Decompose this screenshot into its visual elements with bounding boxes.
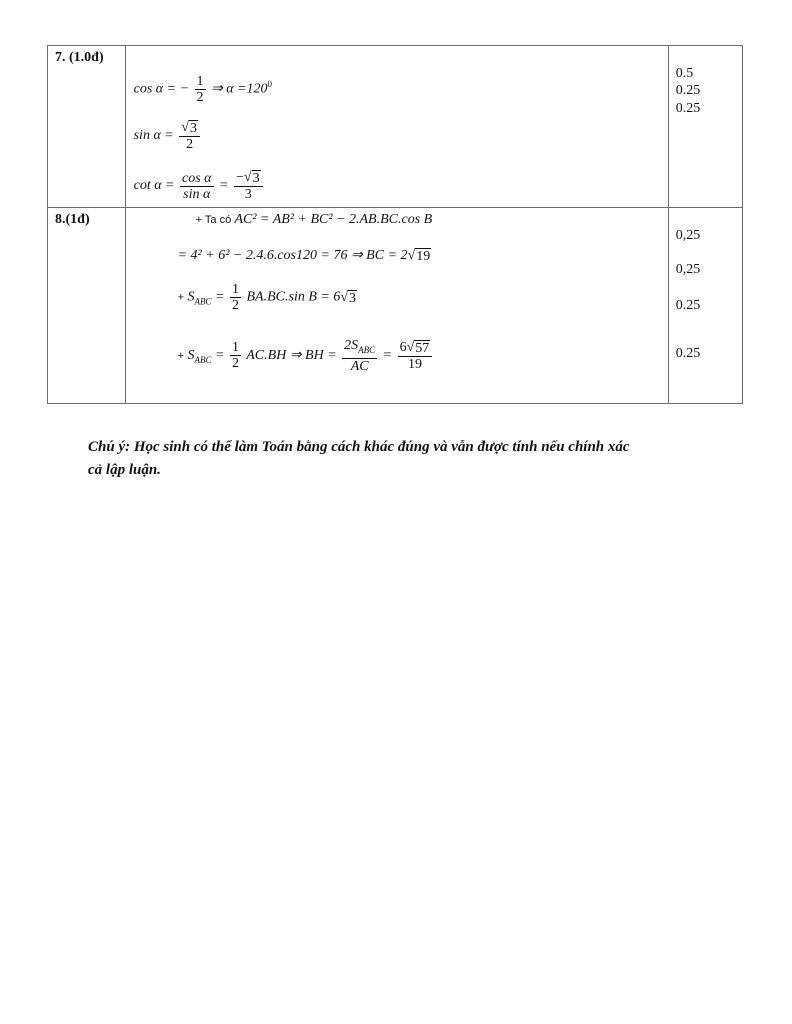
question-label: 8.(1đ) bbox=[48, 208, 126, 404]
solution-cell bbox=[125, 46, 668, 208]
score-value: 0.25 bbox=[675, 298, 701, 313]
score-value: 0,25 bbox=[675, 262, 701, 277]
sin-step: sin α = √ 3 2 bbox=[134, 120, 202, 152]
question-label: 7. (1.0đ) bbox=[48, 46, 126, 208]
area-step-1: + $S_{ABC}$ = $\frac{1}{2}$ BA.BC.sin B = 6 √ 3 bbox=[177, 282, 357, 313]
cot-step: cot α = $\frac{\text{cos α}}{\text{sin α}}$ = − √ 3 3 bbox=[134, 170, 265, 202]
score-cell bbox=[668, 208, 742, 404]
solution-cell bbox=[125, 208, 668, 404]
score-value: 0.5 bbox=[675, 66, 694, 81]
score-value: 0,25 bbox=[675, 228, 701, 243]
grading-note bbox=[88, 436, 728, 482]
score-value: 0.25 bbox=[675, 346, 701, 361]
bc-step: = 4² + 6² − 2.4.6.cos120 = 76 ⇒ BC = 2 √ 19 bbox=[177, 248, 431, 264]
height-step: + $S_{ABC}$ = $\frac{1}{2}$ AC.BH ⇒ BH = $\frac{2S_{ABC}}{AC}$ = 6 √ 57 19 bbox=[178, 338, 435, 374]
law-of-cosines-step: + Ta có AC² = AB² + BC² − 2.AB.BC.cos B bbox=[195, 212, 433, 227]
question-row-8 bbox=[48, 208, 743, 404]
grading-table bbox=[47, 45, 743, 404]
note-line: cả lập luận. bbox=[88, 462, 161, 478]
note-line: Chú ý: Học sinh có thể làm Toán bằng cách khác đúng và vẫn được tính nếu chính xác bbox=[88, 439, 630, 455]
score-value: 0.25 bbox=[675, 83, 701, 98]
score-cell bbox=[668, 46, 742, 208]
score-value: 0.25 bbox=[675, 101, 701, 116]
question-row-7 bbox=[48, 46, 743, 208]
cos-step: cos α = − $\frac{1}{2}$ ⇒ $\alpha =120^0$ bbox=[133, 74, 273, 105]
